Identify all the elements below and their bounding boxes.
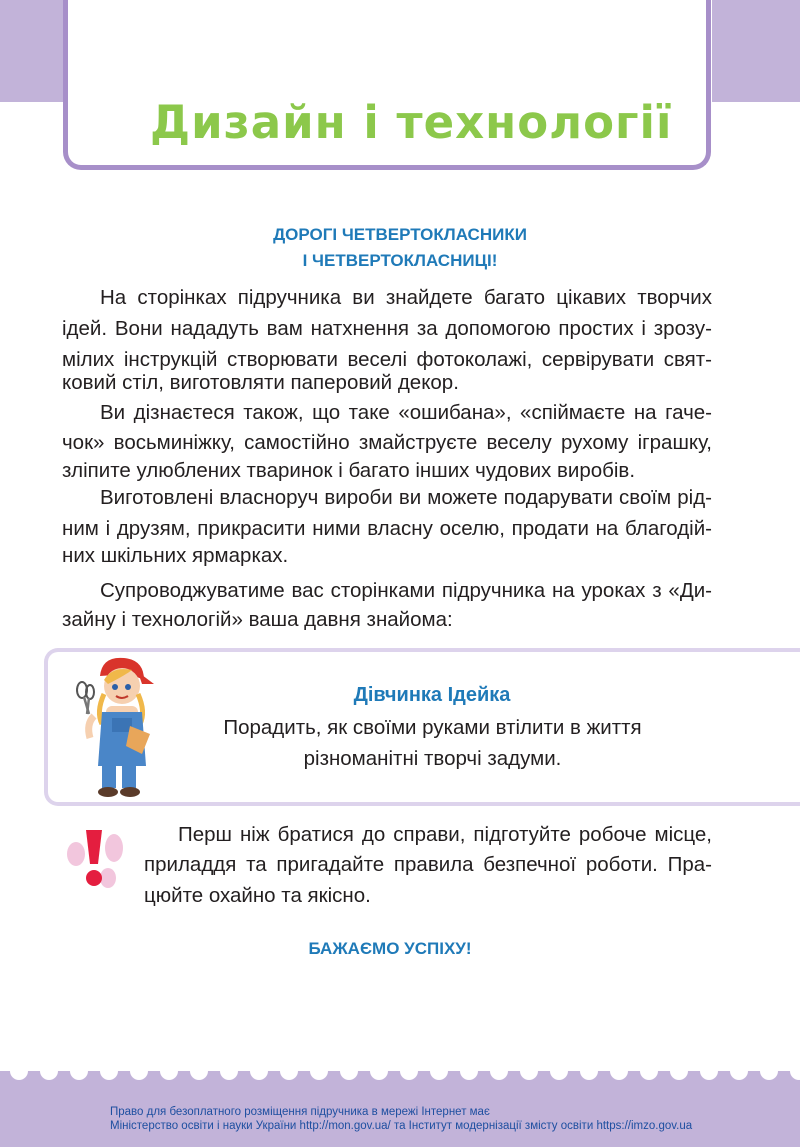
closing-wish: БАЖАЄМО УСПІХУ! [308,939,472,958]
footer-scallop-dot [670,1062,688,1080]
character-description-line-2: різноманітні творчі задуми. [303,747,562,770]
body-line: мілих інструкцій створювати веселі фотоколажі, сервірувати свят- [62,348,712,371]
footer-scallop-dot [730,1062,748,1080]
footer-scallop-dot [460,1062,478,1080]
body-line: зліпите улюблених тваринок і багато інших чудових виробів. [62,459,636,482]
footer-scallop-dot [550,1062,568,1080]
footer-scallop-dot [160,1062,178,1080]
greeting-line-1: ДОРОГІ ЧЕТВЕРТОКЛАСНИКИ [273,225,527,244]
footer-scallop-dot [220,1062,238,1080]
footer-scallop-dot [10,1062,28,1080]
footer-scallop-dot [760,1062,778,1080]
scissors-icon [77,682,94,714]
body-line: чок» восьминіжку, самостійно змайструєте веселу рухому іграшку, [62,431,712,454]
safety-line: цюйте охайно та якісно. [144,884,371,907]
footer-license-line-1: Право для безоплатного розміщення підручника в мережі Інтернет має [110,1106,490,1118]
body-line: них шкільних ярмарках. [62,544,289,567]
footer-scallop-dot [130,1062,148,1080]
body-line: ним і друзям, прикрасити ними власну оселю, продати на благодій- [62,517,712,540]
body-line: ідей. Вони нададуть вам натхнення за допомогою простих і зрозу- [62,317,712,340]
footer-scallop-dot [370,1062,388,1080]
footer-scallop-dot [790,1062,800,1080]
footer-scallop-dot [700,1062,718,1080]
body-line: зайну і технологій» ваша давня знайома: [62,608,453,631]
top-right-corner-decoration [712,0,800,102]
greeting-line-2: І ЧЕТВЕРТОКЛАСНИЦІ! [302,251,498,270]
girl-character-illustration [72,654,160,800]
body-line: Виготовлені власноруч вироби ви можете подарувати своїм рід- [100,486,712,509]
footer-scallop-dot [310,1062,328,1080]
footer-scallop-dot [280,1062,298,1080]
footer-scallop-dot [520,1062,538,1080]
footer-scallop-dot [430,1062,448,1080]
footer-scallop-dot [640,1062,658,1080]
character-description-line-1: Порадить, як своїми руками втілити в життя [223,716,642,739]
character-name: Дівчинка Ідейка [353,684,511,706]
footer-scallop-dot [400,1062,418,1080]
footer-scallop-dot [610,1062,628,1080]
safety-line: Перш ніж братися до справи, підготуйте робоче місце, [178,823,712,846]
footer-scallop-dot [70,1062,88,1080]
page-title: Дизайн і технології [150,96,673,149]
footer-scallop-dot [340,1062,358,1080]
body-line: Супроводжуватиме вас сторінками підручника на уроках з «Ди- [100,579,712,602]
footer-scallop-dot [250,1062,268,1080]
footer-scallop-dot [100,1062,118,1080]
footer-scallop-dot [490,1062,508,1080]
body-line: Ви дізнаєтеся також, що таке «ошибана», «спіймаєте на гаче- [100,401,712,424]
top-left-corner-decoration [0,0,64,102]
exclamation-icon [62,826,128,892]
safety-line: приладдя та пригадайте правила безпечної роботи. Пра- [144,853,712,876]
body-line: На сторінках підручника ви знайдете багато цікавих творчих [100,286,712,309]
footer-scallop-dot [40,1062,58,1080]
footer-scallop-dot [190,1062,208,1080]
footer-scallop-dot [580,1062,598,1080]
body-line: ковий стіл, виготовляти паперовий декор. [62,371,459,394]
footer-license-line-2: Міністерство освіти і науки України http://mon.gov.ua/ та Інститут модернізації змісту освіти https://imzo.gov.ua [110,1120,693,1132]
